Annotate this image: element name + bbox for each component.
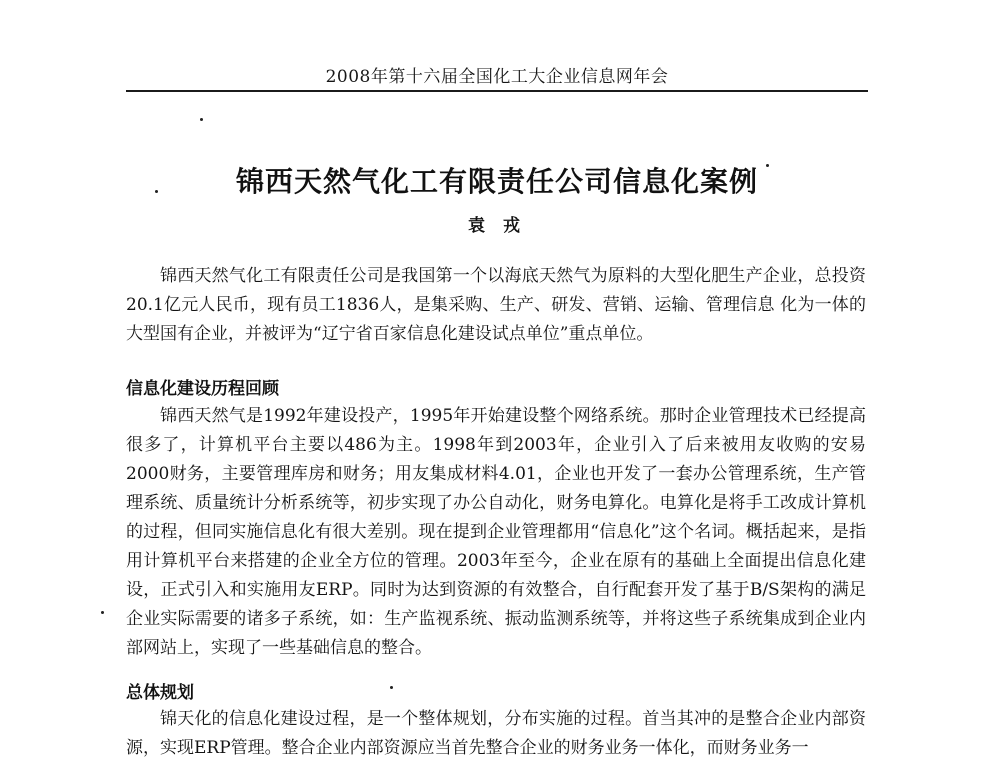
running-header: 2008年第十六届全国化工大企业信息网年会 [325,67,669,87]
article-title: 锦西天然气化工有限责任公司信息化案例 [235,165,758,198]
abstract-paragraph: 锦西天然气化工有限责任公司是我国第一个以海底天然气为原料的大型化肥生产企业，总投资20.1亿元人民币，现有员工1836人，是集采购、生产、研发、营销、运输、管理信息 化为一体的大型国有企业，并被评为“辽宁省百家信息化建设试点单位”重点单位。 [126,266,866,344]
scan-speck [101,611,104,614]
header-rule [126,90,868,92]
section-heading-plan: 总体规划 [126,683,194,703]
section-body-history: 锦西天然气是1992年建设投产，1995年开始建设整个网络系统。那时企业管理技术已经提高很多了，计算机平台主要以486为主。1998年到2003年，企业引入了后来被用友收购的安易2000财务，主要管理库房和财务；用友集成材料4.01，企业也开发了一套办公管理系统，生产管理系统、质量统计分析系统等，初步实现了办公自动化，财务电算化。电算化是将手工改成计算机的过程，但同实施信息化有很大差别。现在提到企业管理都用“信息化”这个名词。概括起来，是指用计算机平台来搭建的企业全方位的管理。2003年至今，企业在原有的基础上全面提出信息化建设，正式引入和实施用友ERP。同时为达到资源的有效整合，自行配套开发了基于B/S架构的满足企业实际需要的诸多子系统，如：生产监视系统、振动监测系统等，并将这些子系统集成到企业内部网站上，实现了一些基础信息的整合。 [126,406,866,658]
section-heading-history: 信息化建设历程回顾 [126,379,279,399]
author-name: 袁 戎 [468,216,526,236]
scan-speck [390,686,393,689]
scan-speck [155,190,158,193]
scan-speck [766,164,769,167]
scan-speck [200,118,203,121]
section-body-plan: 锦天化的信息化建设过程，是一个整体规划，分布实施的过程。首当其冲的是整合企业内部资源，实现ERP管理。整合企业内部资源应当首先整合企业的财务业务一体化，而财务业务一 [126,709,866,758]
